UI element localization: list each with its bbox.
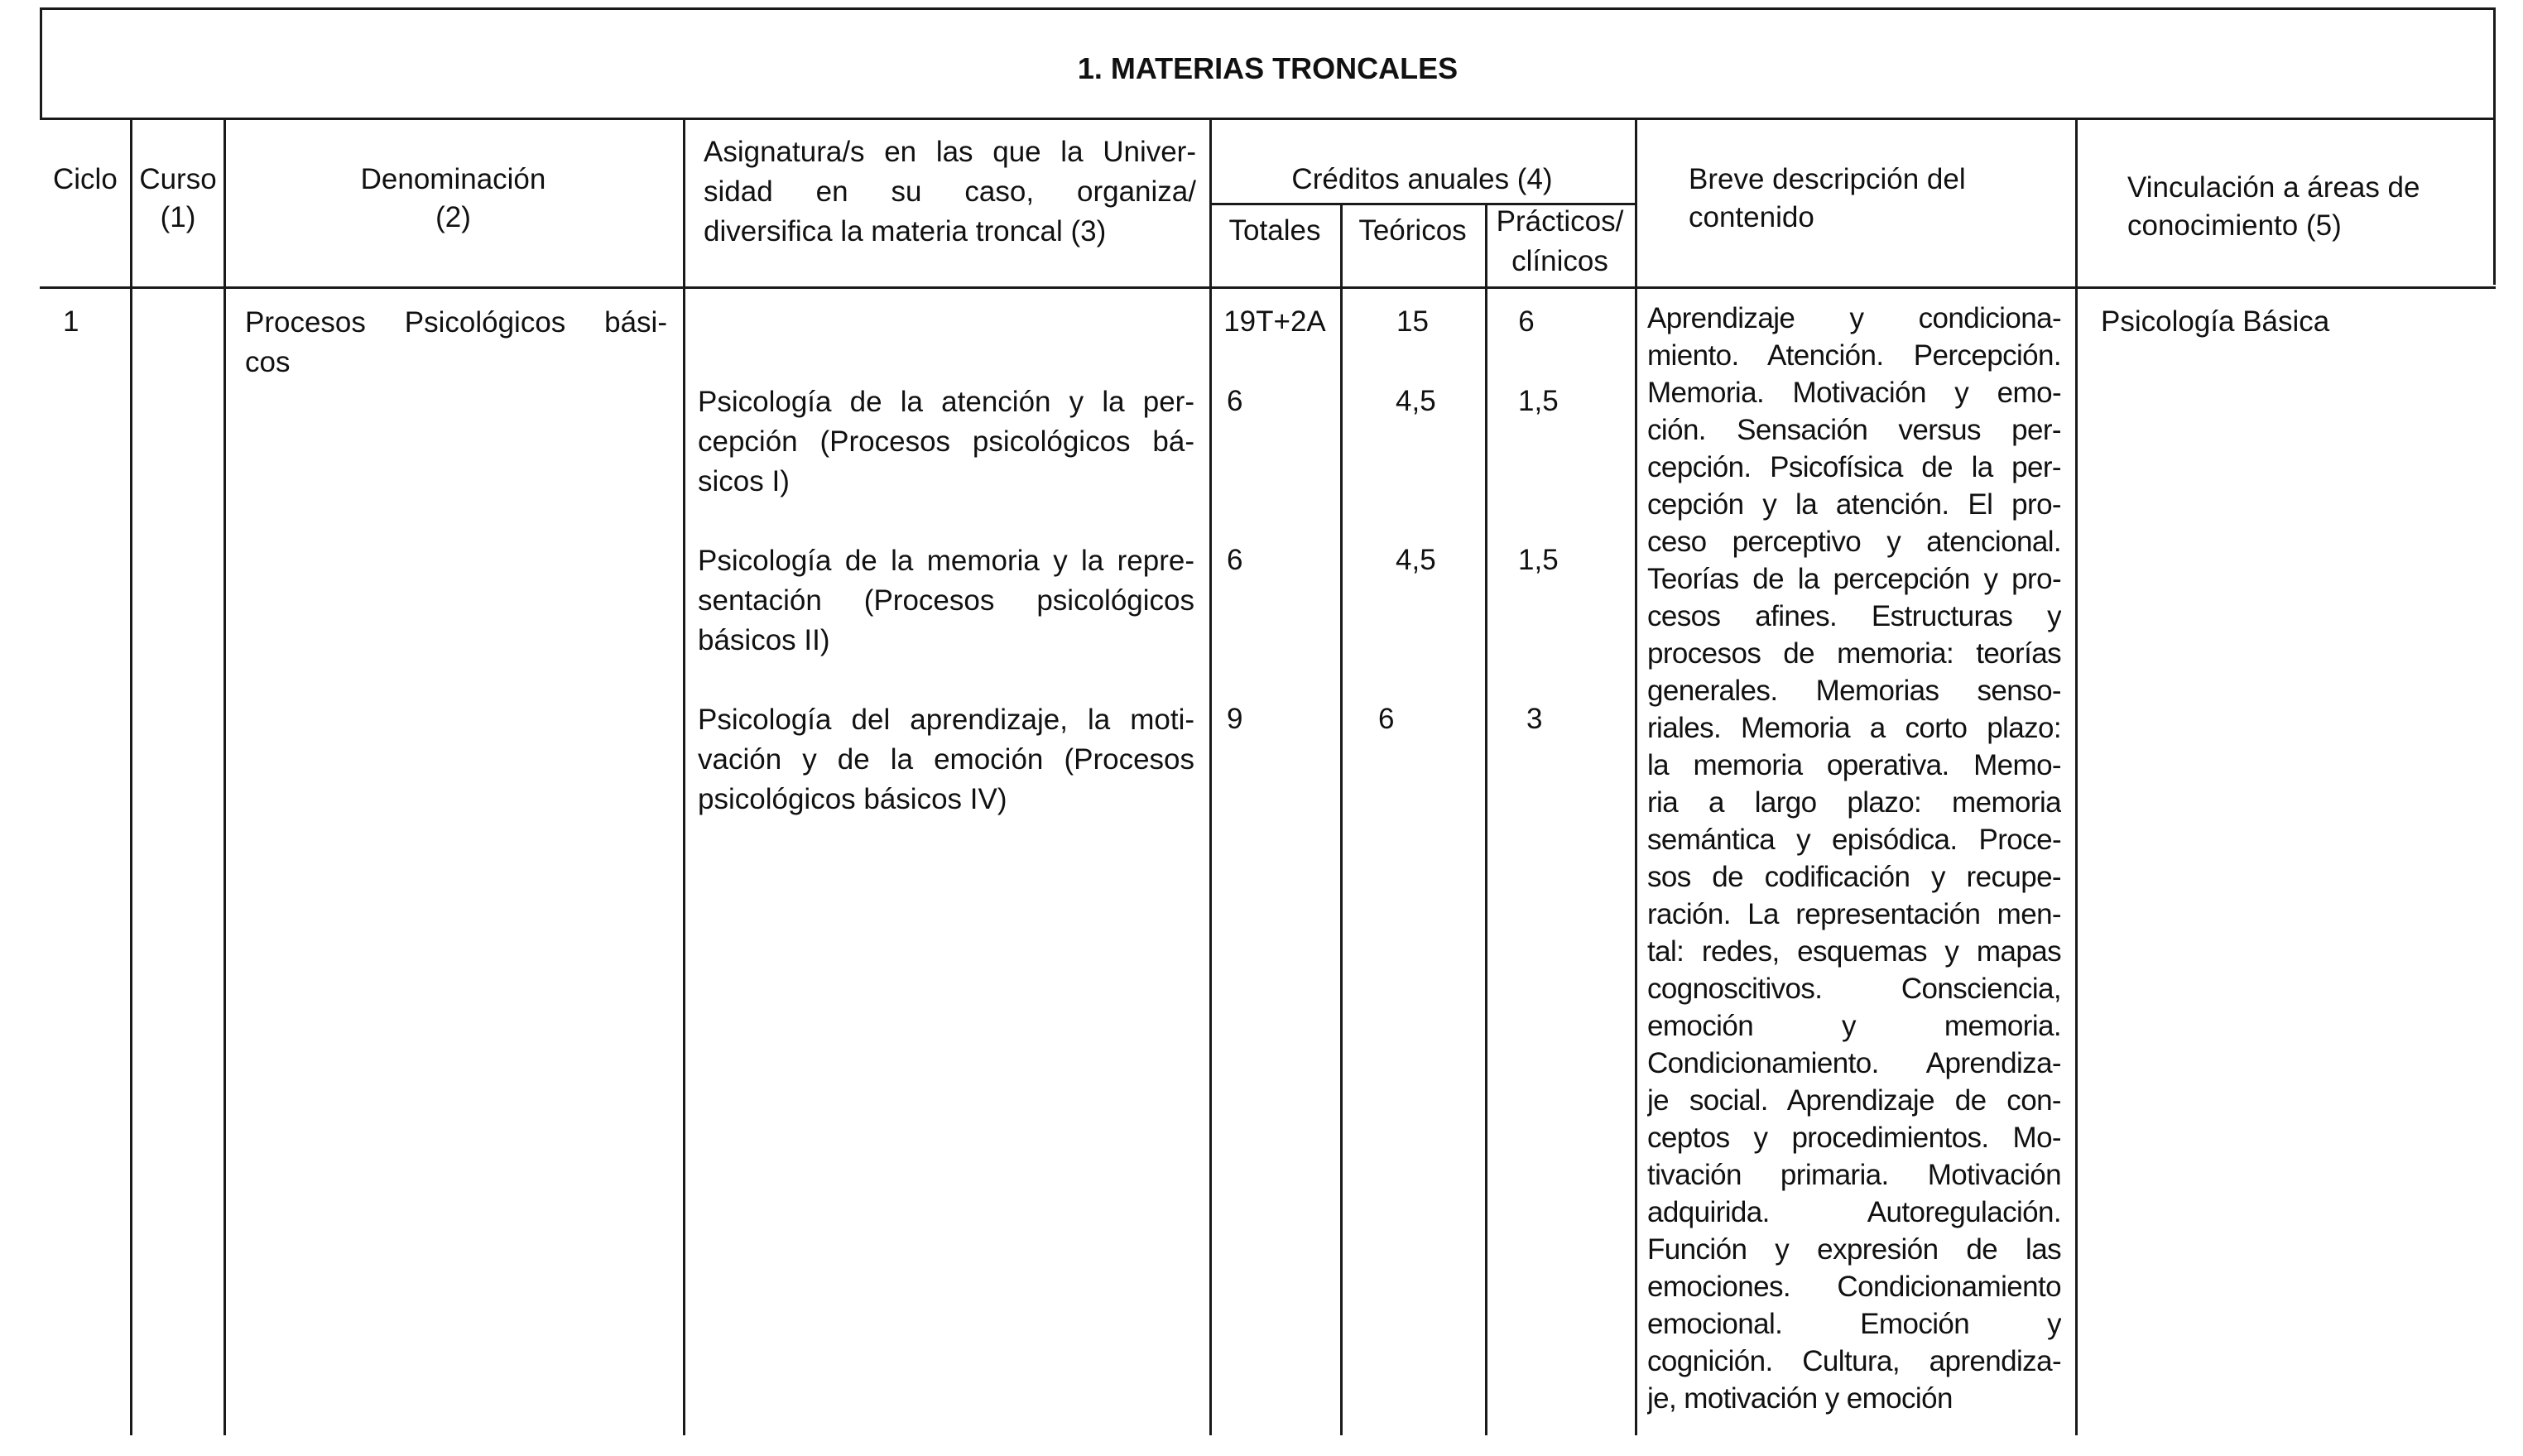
header-rule [40, 286, 2496, 289]
descripcion-line: Función y expresión de las [1647, 1233, 2061, 1266]
col-rule-totales [1340, 203, 1343, 1435]
descripcion-line: ción. Sensación versus per- [1647, 414, 2061, 446]
descripcion-line: ceso perceptivo y atencional. [1647, 526, 2061, 558]
asignatura-1-practicos: 1,5 [1518, 385, 1559, 417]
descripcion-line: je, motivación y emoción [1647, 1382, 1953, 1415]
descripcion-line: Condicionamiento. Aprendiza- [1647, 1047, 2061, 1079]
row-vinculacion: Psicología Básica [2101, 305, 2330, 338]
descripcion-line: cesos afines. Estructuras y [1647, 600, 2061, 632]
asignatura-2-practicos: 1,5 [1518, 544, 1559, 576]
header-descripcion: Breve descripción del contenido [1689, 163, 1966, 233]
descripcion-line: emociones. Condicionamiento [1647, 1271, 2061, 1303]
descripcion-line: adquirida. Autoregulación. [1647, 1196, 2061, 1228]
frame-top [40, 7, 2496, 10]
asignatura-2-totales: 6 [1227, 544, 1243, 576]
col-rule-descripcion [2075, 118, 2078, 1435]
descripcion-line: riales. Memoria a corto plazo: [1647, 712, 2061, 744]
col-rule-practicos [1635, 118, 1637, 1435]
header-vinculacion: Vinculación a áreas de conocimiento (5) [2127, 171, 2420, 242]
descripcion-line: emoción y memoria. [1647, 1010, 2061, 1042]
descripcion-line: ración. La representación men- [1647, 898, 2061, 930]
header-curso: Curso (1) [139, 163, 217, 233]
descripcion-line: ceptos y procedimientos. Mo- [1647, 1122, 2061, 1154]
header-denominacion: Denominación (2) [360, 163, 546, 233]
asignatura-3-totales: 9 [1227, 703, 1243, 735]
section-title: 1. MATERIAS TRONCALES [1077, 51, 1459, 85]
asignatura-2-teoricos: 4,5 [1396, 544, 1436, 576]
header-creditos: Créditos anuales (4) [1291, 163, 1553, 195]
descripcion-line: emocional. Emoción y [1647, 1308, 2061, 1340]
col-rule-ciclo [130, 118, 132, 1435]
descripcion-line: cognoscitivos. Consciencia, [1647, 973, 2061, 1005]
descripcion-line: generales. Memorias senso- [1647, 675, 2061, 707]
row-creditos-teoricos: 15 [1396, 305, 1429, 338]
descripcion-line: ria a largo plazo: memoria [1647, 786, 2061, 819]
title-rule [40, 118, 2496, 120]
header-practicos: Prácticos/ clínicos [1496, 205, 1624, 277]
asignatura-2: Psicología de la memoria y la repre- sentación (Procesos psicológicos básicos II) [698, 545, 1194, 656]
row-descripcion [1647, 300, 2061, 1440]
descripcion-line: tal: redes, esquemas y mapas [1647, 935, 2061, 968]
row-ciclo: 1 [63, 305, 79, 338]
descripcion-line: semántica y episódica. Proce- [1647, 824, 2061, 856]
descripcion-line: la memoria operativa. Memo- [1647, 749, 2061, 781]
header-asignaturas: Asignatura/s en las que la Univer- sidad en su caso, organiza/ diversifica la materia troncal (3) [704, 136, 1196, 247]
descripcion-line: cepción y la atención. El pro- [1647, 488, 2061, 521]
descripcion-line: Aprendizaje y condiciona- [1647, 302, 2061, 334]
asignatura-3-practicos: 3 [1526, 703, 1543, 735]
col-rule-teoricos [1485, 203, 1487, 1435]
row-creditos-totales: 19T+2A [1223, 305, 1326, 338]
col-rule-denominacion [683, 118, 685, 1435]
header-totales: Totales [1228, 214, 1321, 247]
asignatura-1-teoricos: 4,5 [1396, 385, 1436, 417]
asignatura-1-totales: 6 [1227, 385, 1243, 417]
asignatura-1: Psicología de la atención y la per- cepción (Procesos psicológicos bá- sicos I) [698, 386, 1194, 497]
descripcion-line: miento. Atención. Percepción. [1647, 339, 2061, 372]
col-rule-curso [223, 118, 226, 1435]
descripcion-line: sos de codificación y recupe- [1647, 861, 2061, 893]
descripcion-line: cognición. Cultura, aprendiza- [1647, 1345, 2061, 1377]
descripcion-line: Memoria. Motivación y emo- [1647, 377, 2061, 409]
row-denominacion: Procesos Psicológicos bási- cos [245, 306, 667, 378]
row-creditos-practicos: 6 [1518, 305, 1535, 338]
header-ciclo: Ciclo [53, 163, 118, 195]
descripcion-line: Teorías de la percepción y pro- [1647, 563, 2061, 595]
descripcion-line: je social. Aprendizaje de con- [1647, 1084, 2061, 1117]
header-teoricos: Teóricos [1358, 214, 1467, 247]
descripcion-line: cepción. Psicofísica de la per- [1647, 451, 2061, 483]
descripcion-line: tivación primaria. Motivación [1647, 1159, 2061, 1191]
descripcion-line: procesos de memoria: teorías [1647, 637, 2061, 670]
asignatura-3-teoricos: 6 [1378, 703, 1395, 735]
asignatura-3: Psicología del aprendizaje, la moti- vación y de la emoción (Procesos psicológicos básicos IV) [698, 704, 1194, 815]
